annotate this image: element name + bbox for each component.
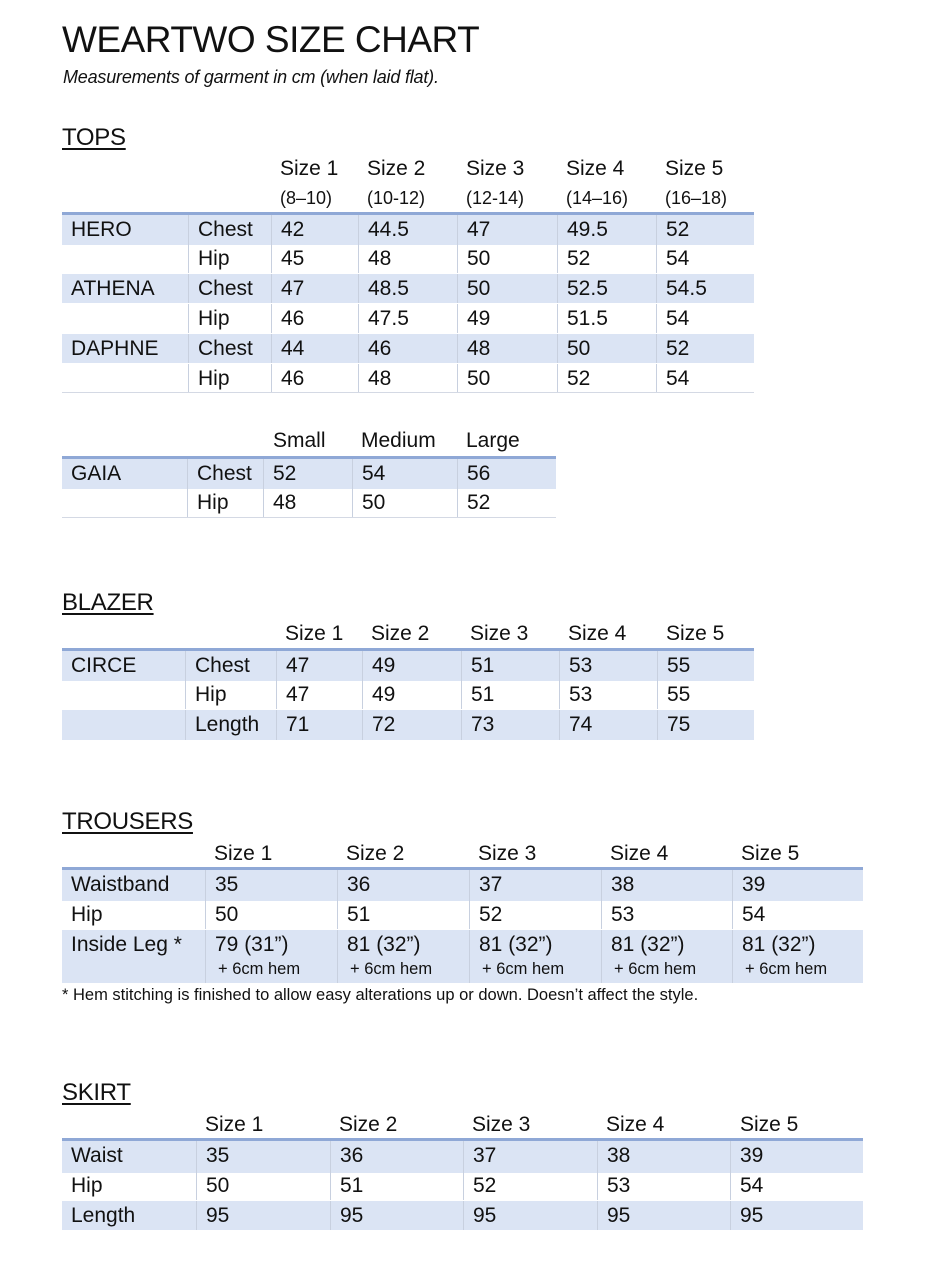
- tops-size-5-range: (16–18): [665, 188, 728, 208]
- value-cell: 50: [457, 364, 557, 392]
- measure-label: Waistband: [71, 873, 170, 896]
- value-cell: 37: [463, 1141, 597, 1173]
- value-cell: 95: [330, 1201, 463, 1230]
- table-row: [62, 364, 754, 393]
- table-row: [62, 456, 556, 489]
- value-cell: 50: [557, 334, 656, 363]
- value-cell: 47: [457, 215, 557, 245]
- value-cell: 35: [196, 1141, 330, 1173]
- table-row: [62, 867, 863, 901]
- table-row: [62, 244, 754, 273]
- value-cell: 55: [657, 680, 754, 709]
- tops-size-3-label: Size 3: [466, 157, 525, 180]
- value-cell: 48: [358, 364, 457, 392]
- inside-leg-value: 81 (32”): [347, 933, 421, 956]
- table-row: [62, 274, 754, 303]
- trousers-size-1: Size 1: [214, 842, 273, 865]
- value-cell: 54: [656, 304, 754, 333]
- blazer-size-5: Size 5: [666, 622, 725, 645]
- trousers-size-3: Size 3: [478, 842, 537, 865]
- value-cell: 74: [559, 710, 657, 740]
- measure-label: Hip: [188, 244, 271, 273]
- value-cell: 50: [196, 1171, 330, 1200]
- measure-label: Chest: [188, 215, 271, 245]
- measure-label: Chest: [187, 459, 263, 489]
- value-cell: 75: [657, 710, 754, 740]
- value-cell: 48: [457, 334, 557, 363]
- value-cell: 47: [276, 680, 362, 709]
- value-cell: 51: [461, 680, 559, 709]
- measure-label: Chest: [188, 274, 271, 303]
- value-cell: 49: [457, 304, 557, 333]
- value-cell: 50: [457, 244, 557, 273]
- hem-allowance: + 6cm hem: [482, 960, 565, 978]
- table-row: [62, 930, 863, 983]
- value-cell: 55: [657, 651, 754, 681]
- value-cell: 73: [461, 710, 559, 740]
- value-cell: [337, 930, 469, 983]
- garment-name: [62, 304, 188, 333]
- value-cell: 48: [358, 244, 457, 273]
- inside-leg-value: 81 (32”): [611, 933, 685, 956]
- measure-label: Chest: [188, 334, 271, 363]
- measure-label: Waist: [71, 1144, 123, 1167]
- value-cell: 42: [271, 215, 358, 245]
- value-cell: 53: [601, 900, 732, 929]
- value-cell: 71: [276, 710, 362, 740]
- garment-name: ATHENA: [71, 277, 155, 300]
- hem-footnote: * Hem stitching is finished to allow easy alterations up or down. Doesn’t affect the style.: [62, 986, 699, 1004]
- value-cell: 52: [656, 334, 754, 363]
- value-cell: 52: [457, 488, 556, 517]
- tops-size-1-label: Size 1: [280, 157, 339, 180]
- garment-name: [62, 680, 185, 709]
- value-cell: 52: [557, 244, 656, 273]
- value-cell: 44.5: [358, 215, 457, 245]
- value-cell: 48: [263, 488, 352, 517]
- table-row: [62, 488, 556, 518]
- value-cell: 51: [337, 900, 469, 929]
- value-cell: 35: [205, 870, 337, 901]
- value-cell: 46: [271, 304, 358, 333]
- value-cell: 38: [601, 870, 732, 901]
- skirt-size-1: Size 1: [205, 1113, 264, 1136]
- value-cell: 45: [271, 244, 358, 273]
- value-cell: [205, 930, 337, 983]
- value-cell: 54: [732, 900, 863, 929]
- table-row: [62, 900, 863, 929]
- table-row: [62, 212, 754, 245]
- trousers-heading: TROUSERS: [62, 808, 193, 835]
- value-cell: 49.5: [557, 215, 656, 245]
- value-cell: 52.5: [557, 274, 656, 303]
- tops-size-2-label: Size 2: [367, 157, 426, 180]
- trousers-size-5: Size 5: [741, 842, 800, 865]
- value-cell: 52: [656, 215, 754, 245]
- measure-label: Length: [185, 710, 276, 740]
- blazer-heading: BLAZER: [62, 589, 154, 616]
- blazer-size-4: Size 4: [568, 622, 627, 645]
- hem-allowance: + 6cm hem: [745, 960, 828, 978]
- table-row: [62, 334, 754, 363]
- trousers-size-2: Size 2: [346, 842, 405, 865]
- skirt-size-2: Size 2: [339, 1113, 398, 1136]
- value-cell: 54: [730, 1171, 863, 1200]
- measure-label: Hip: [71, 1174, 103, 1197]
- gaia-size-medium: Medium: [361, 429, 436, 452]
- value-cell: 47: [271, 274, 358, 303]
- measure-label: Hip: [188, 304, 271, 333]
- value-cell: 46: [271, 364, 358, 392]
- skirt-heading: SKIRT: [62, 1079, 131, 1106]
- inside-leg-value: 81 (32”): [742, 933, 816, 956]
- value-cell: 52: [463, 1171, 597, 1200]
- garment-name: [62, 488, 187, 517]
- value-cell: 39: [730, 1141, 863, 1173]
- value-cell: 47: [276, 651, 362, 681]
- value-cell: 39: [732, 870, 863, 901]
- value-cell: 54: [352, 459, 457, 489]
- value-cell: 51.5: [557, 304, 656, 333]
- value-cell: [601, 930, 732, 983]
- value-cell: 44: [271, 334, 358, 363]
- value-cell: 36: [337, 870, 469, 901]
- value-cell: 52: [469, 900, 601, 929]
- value-cell: 51: [461, 651, 559, 681]
- garment-name: [62, 244, 188, 273]
- tops-size-2-range: (10-12): [367, 188, 426, 208]
- measure-label: Chest: [185, 651, 276, 681]
- value-cell: 50: [352, 488, 457, 517]
- page-title: WEARTWO SIZE CHART: [62, 19, 480, 60]
- measure-label: Hip: [185, 680, 276, 709]
- value-cell: [732, 930, 863, 983]
- inside-leg-value: 81 (32”): [479, 933, 553, 956]
- garment-name: GAIA: [71, 462, 122, 485]
- value-cell: 52: [263, 459, 352, 489]
- value-cell: 36: [330, 1141, 463, 1173]
- table-row: [62, 648, 754, 681]
- hem-allowance: + 6cm hem: [218, 960, 301, 978]
- value-cell: 49: [362, 680, 461, 709]
- gaia-size-small: Small: [273, 429, 326, 452]
- measure-label: Hip: [71, 903, 103, 926]
- value-cell: [469, 930, 601, 983]
- value-cell: 53: [597, 1171, 730, 1200]
- value-cell: 95: [463, 1201, 597, 1230]
- table-row: [62, 1171, 863, 1200]
- value-cell: 38: [597, 1141, 730, 1173]
- table-row: [62, 1138, 863, 1173]
- value-cell: 46: [358, 334, 457, 363]
- garment-name: HERO: [71, 218, 132, 241]
- hem-allowance: + 6cm hem: [350, 960, 433, 978]
- value-cell: 72: [362, 710, 461, 740]
- measure-label: Hip: [187, 488, 263, 517]
- tops-size-5-label: Size 5: [665, 157, 724, 180]
- skirt-size-4: Size 4: [606, 1113, 665, 1136]
- garment-name: CIRCE: [71, 654, 137, 677]
- value-cell: 53: [559, 651, 657, 681]
- value-cell: 37: [469, 870, 601, 901]
- value-cell: 51: [330, 1171, 463, 1200]
- inside-leg-value: 79 (31”): [215, 933, 289, 956]
- tops-size-4-range: (14–16): [566, 188, 629, 208]
- value-cell: 56: [457, 459, 556, 489]
- table-row: [62, 710, 754, 740]
- hem-allowance: + 6cm hem: [614, 960, 697, 978]
- measure-label: Hip: [188, 364, 271, 392]
- tops-size-1-range: (8–10): [280, 188, 333, 208]
- garment-name: [62, 710, 185, 740]
- value-cell: 52: [557, 364, 656, 392]
- value-cell: 50: [205, 900, 337, 929]
- value-cell: 95: [730, 1201, 863, 1230]
- table-row: [62, 304, 754, 333]
- gaia-size-large: Large: [466, 429, 520, 452]
- trousers-size-4: Size 4: [610, 842, 669, 865]
- measure-label: Length: [71, 1204, 136, 1227]
- value-cell: 50: [457, 274, 557, 303]
- garment-name: DAPHNE: [71, 337, 159, 360]
- page-subtitle: Measurements of garment in cm (when laid flat).: [63, 67, 439, 87]
- value-cell: 54.5: [656, 274, 754, 303]
- skirt-size-3: Size 3: [472, 1113, 531, 1136]
- value-cell: 53: [559, 680, 657, 709]
- blazer-size-2: Size 2: [371, 622, 430, 645]
- garment-name: [62, 364, 188, 392]
- value-cell: 47.5: [358, 304, 457, 333]
- table-row: [62, 1201, 863, 1230]
- tops-size-3-range: (12-14): [466, 188, 525, 208]
- measure-label: Inside Leg *: [71, 933, 182, 956]
- value-cell: 48.5: [358, 274, 457, 303]
- value-cell: 54: [656, 244, 754, 273]
- blazer-size-1: Size 1: [285, 622, 344, 645]
- value-cell: 49: [362, 651, 461, 681]
- value-cell: 95: [597, 1201, 730, 1230]
- value-cell: 95: [196, 1201, 330, 1230]
- tops-heading: TOPS: [62, 124, 126, 151]
- skirt-size-5: Size 5: [740, 1113, 799, 1136]
- value-cell: 54: [656, 364, 754, 392]
- tops-size-4-label: Size 4: [566, 157, 625, 180]
- table-row: [62, 680, 754, 709]
- blazer-size-3: Size 3: [470, 622, 529, 645]
